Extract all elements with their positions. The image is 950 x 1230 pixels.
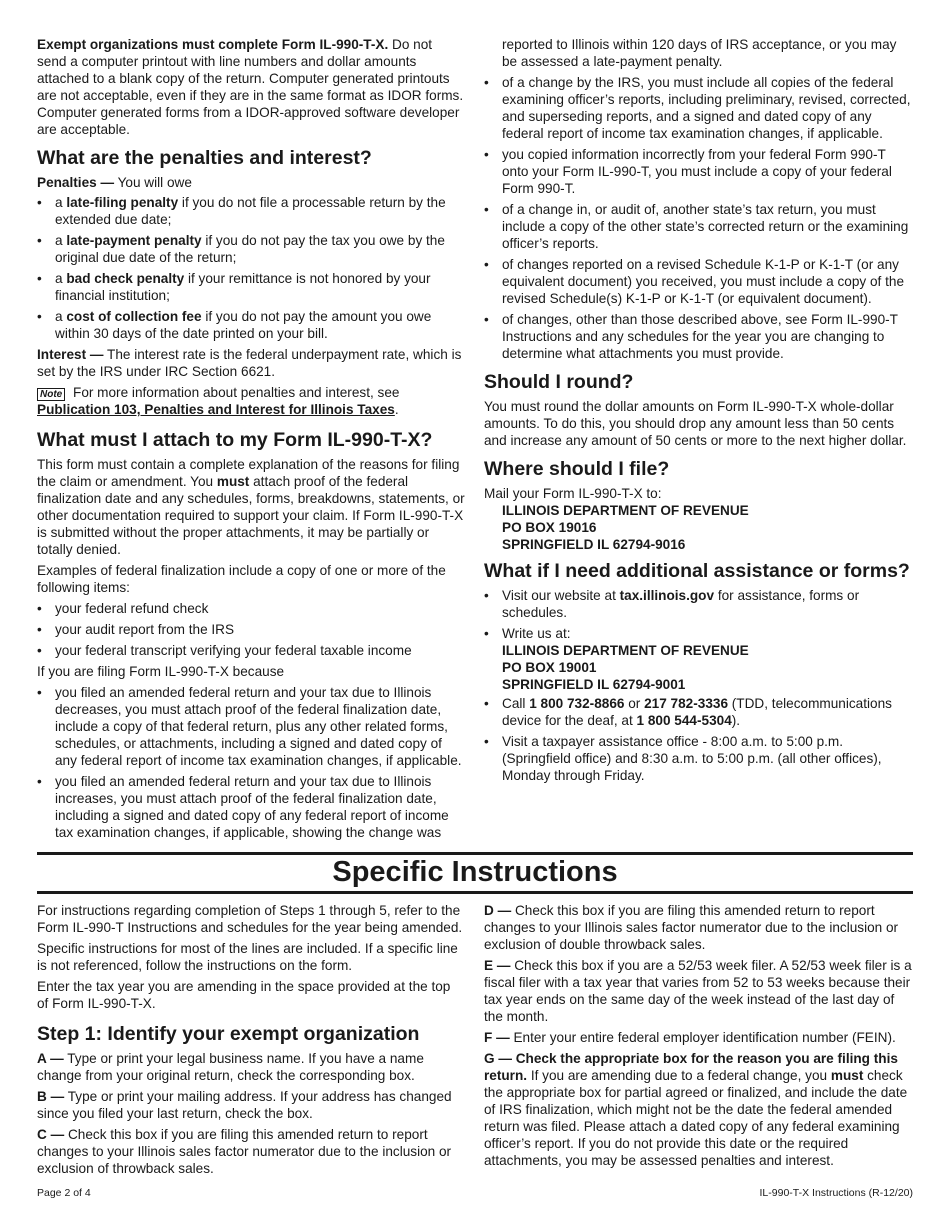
page-number: Page 2 of 4 <box>37 1187 91 1199</box>
line-d: D — Check this box if you are filing this amended return to report changes to your Illinois sales factor numerator due to the inclusion or exclusion of double throwback sales. <box>484 903 899 952</box>
list-item: • a late-filing penalty if you do not file a processable return by the extended due date; <box>37 194 465 228</box>
list-item: • a late-payment penalty if you do not pay the tax you owe by the original due date of the return; <box>37 232 465 266</box>
note-icon: Note <box>37 388 65 401</box>
list-item: • Write us at: ILLINOIS DEPARTMENT OF REVENUE PO BOX 19001 SPRINGFIELD IL 62794-9001 <box>484 625 914 693</box>
line-f: F — Enter your entire federal employer identification number (FEIN). <box>484 1030 896 1045</box>
line-c: C — Check this box if you are filing this amended return to report changes to your Illinois sales factor numerator due to the inclusion or exclusion of throwback sales. <box>37 1127 452 1176</box>
list-item: • you copied information incorrectly from your federal Form 990-T onto your Form IL-990-T, you must include a copy of your federal Form 990-T. <box>484 146 914 197</box>
note-paragraph: Note For more information about penalties and interest, see Publication 103, Penalties and Interest for Illinois Taxes. <box>37 385 400 417</box>
publication-103-link[interactable]: Publication 103, Penalties and Interest for Illinois Taxes <box>37 402 395 417</box>
line-b: B — Type or print your mailing address. If your address has changed since you filed your last return, check the box. <box>37 1089 452 1121</box>
interest-paragraph: Interest — The interest rate is the federal underpayment rate, which is set by the IRS under IRC Section 6621. <box>37 347 462 379</box>
round-paragraph: You must round the dollar amounts on Form IL-990-T-X whole-dollar amounts. To do this, you should drop any amount less than 50 cents and increase any amount of 50 cents or more to the next higher dollar. <box>484 399 907 448</box>
line-g: G — Check the appropriate box for the reason you are filing this return. If you are amending due to a federal change, you must check the appropriate box for partial agreed or finalized, and include the date of IRS finalization, which might not be the date the federal amended return was filed. Please attach a dated copy of any federal examining officer’s report. If you do not provide this date or the required attachments, you may be assessed penalties and interest. <box>484 1051 908 1168</box>
attach-paragraph: This form must contain a complete explanation of the reasons for filing the claim or amendment. You must attach proof of the federal finalization date and any schedules, forms, breakdowns, statements, or other documentation required to support your claim. If Form IL-990-T-X is submitted without the proper attachments, it may be partially or totally denied. <box>37 457 465 557</box>
list-item: • you filed an amended federal return and your tax due to Illinois increases, you must attach proof of the federal finalization date, including a signed and dated copy of any federal report of income tax examination changes, if applicable, showing the change was <box>37 773 465 841</box>
specific-paragraph-1: For instructions regarding completion of Steps 1 through 5, refer to the Form IL-990-T Instructions and schedules for the year being amended. <box>37 903 463 935</box>
assist-heading: What if I need additional assistance or forms? <box>484 560 910 582</box>
attach-heading: What must I attach to my Form IL-990-T-X? <box>37 429 433 451</box>
list-item: • your federal refund check <box>37 600 465 617</box>
list-item: • of changes reported on a revised Schedule K-1-P or K-1-T (or any equivalent document) you received, you must include a copy of the revised Schedule(s) K-1-P or K-1-T (or equivalent document). <box>484 256 914 307</box>
continued-paragraph: reported to Illinois within 120 days of IRS acceptance, or you may be assessed a late-payment penalty. <box>502 37 897 69</box>
list-item: • Visit a taxpayer assistance office - 8:00 a.m. to 5:00 p.m. (Springfield office) and 8:30 a.m. to 5:00 p.m. (all other offices), Monday through Friday. <box>484 733 914 784</box>
intro-paragraph: Exempt organizations must complete Form IL-990-T-X. Do not send a computer printout with line numbers and dollar amounts attached to a blank copy of the return. Computer generated printouts are not acceptable, even if they are in the same format as IDOR forms. Computer generated forms from a IDOR-approved software developer are acceptable. <box>37 37 464 137</box>
list-item: • of changes, other than those described above, see Form IL-990-T Instructions and any schedules for the year you are changing to determine what attachments you must provide. <box>484 311 914 362</box>
file-heading: Where should I file? <box>484 458 670 480</box>
list-item: • your audit report from the IRS <box>37 621 465 638</box>
list-item: • of a change by the IRS, you must include all copies of the federal examining officer’s reports, including preliminary, revised, corrected, and superseding reports, and a signed and dated copy of any federal report of income tax examination changes, if applicable. <box>484 74 914 142</box>
website-link[interactable]: tax.illinois.gov <box>619 588 715 603</box>
list-item: • you filed an amended federal return and your tax due to Illinois decreases, you must attach proof of the federal finalization date, include a copy of that federal return, plus any other related forms, schedules, or attachments, including a signed and dated copy of any federal report of income tax examination changes, if applicable. <box>37 684 465 769</box>
left-top-column <box>37 36 465 845</box>
penalties-heading: What are the penalties and interest? <box>37 147 372 169</box>
step1-heading: Step 1: Identify your exempt organization <box>37 1023 420 1045</box>
file-address: ILLINOIS DEPARTMENT OF REVENUE PO BOX 19016 SPRINGFIELD IL 62794-9016 <box>502 503 749 552</box>
top-rule <box>37 852 913 855</box>
list-item: • your federal transcript verifying your federal taxable income <box>37 642 465 659</box>
line-a: A — Type or print your legal business name. If you have a name change from your original return, check the corresponding box. <box>37 1051 424 1083</box>
right-top-column <box>484 36 914 788</box>
examples-paragraph: Examples of federal finalization include a copy of one or more of the following items: <box>37 563 446 595</box>
list-item: • a cost of collection fee if you do not pay the amount you owe within 30 days of the date printed on your bill. <box>37 308 465 342</box>
specific-left-column <box>37 902 465 1181</box>
bottom-rule <box>37 891 913 894</box>
line-e: E — Check this box if you are a 52/53 week filer. A 52/53 week filer is a fiscal filer with a tax year that varies from 52 to 53 weeks because their tax year ends on the same day of the week instead of the last day of the month. <box>484 958 912 1024</box>
specific-paragraph-3: Enter the tax year you are amending in the space provided at the top of Form IL-990-T-X. <box>37 979 451 1011</box>
finalization-list <box>37 600 465 659</box>
specific-paragraph-2: Specific instructions for most of the lines are included. If a specific line is not referenced, follow the instructions on the form. <box>37 941 458 973</box>
file-paragraph: Mail your Form IL-990-T-X to: <box>484 486 662 501</box>
assist-address: ILLINOIS DEPARTMENT OF REVENUE PO BOX 19001 SPRINGFIELD IL 62794-9001 <box>502 643 749 692</box>
list-item: • Visit our website at tax.illinois.gov for assistance, forms or schedules. <box>484 587 914 621</box>
penalties-intro: Penalties — You will owe <box>37 175 192 190</box>
list-item: • a bad check penalty if your remittance is not honored by your financial institution; <box>37 270 465 304</box>
assist-list <box>484 587 914 784</box>
because-paragraph: If you are filing Form IL-990-T-X because <box>37 664 285 679</box>
because-list <box>37 684 465 841</box>
list-item: • Call 1 800 732-8866 or 217 782-3336 (TDD, telecommunications device for the deaf, at 1 800 544-5304). <box>484 695 914 729</box>
penalty-list <box>37 194 465 342</box>
form-id: IL-990-T-X Instructions (R-12/20) <box>759 1187 913 1199</box>
specific-right-column <box>484 902 914 1173</box>
specific-instructions-title: Specific Instructions <box>332 856 618 888</box>
list-item: • of a change in, or audit of, another state’s tax return, you must include a copy of the other state’s corrected return or the examining officer’s reports. <box>484 201 914 252</box>
because-list-continued <box>484 74 914 362</box>
round-heading: Should I round? <box>484 371 634 393</box>
